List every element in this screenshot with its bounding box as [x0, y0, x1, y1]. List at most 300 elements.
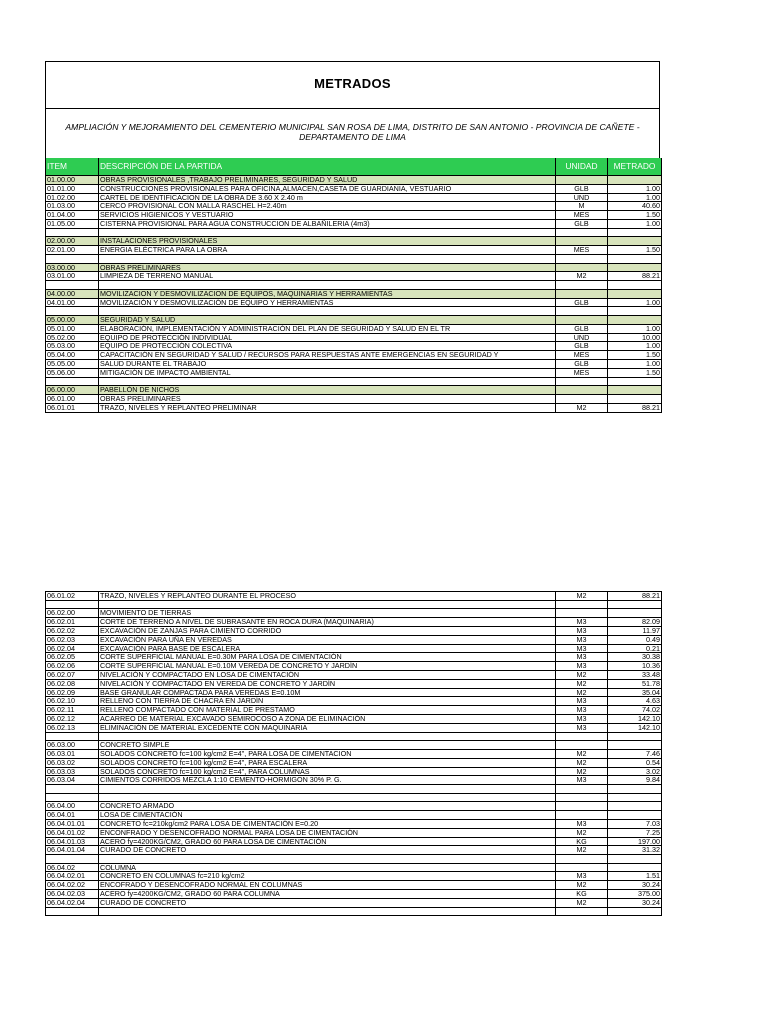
unit-cell: [556, 907, 608, 916]
unit-cell: [556, 315, 608, 324]
quantity-cell: [608, 228, 662, 237]
quantity-cell: 7.03: [608, 819, 662, 828]
unit-cell: [556, 802, 608, 811]
unit-cell: [556, 281, 608, 290]
spacer-row: [46, 600, 662, 609]
unit-cell: [556, 863, 608, 872]
section-row: [46, 176, 662, 185]
quantity-cell: [608, 237, 662, 246]
description-cell: ELIMINACIÓN DE MATERIAL EXCEDENTE CON MAQUINARIA: [99, 723, 556, 732]
item-cell: 03.01.00: [46, 272, 99, 281]
unit-cell: M2: [556, 767, 608, 776]
item-cell: 06.02.09: [46, 688, 99, 697]
item-cell: 06.02.10: [46, 697, 99, 706]
spacer-row: [46, 377, 662, 386]
table-row: [46, 219, 662, 228]
quantity-cell: 197.00: [608, 837, 662, 846]
spacer-row: [46, 732, 662, 741]
title-box: [45, 61, 660, 109]
description-cell: OBRAS PROVISIONALES ,TRABAJO PRELIMINARES, SEGURIDAD Y SALUD: [99, 176, 556, 185]
unit-cell: [556, 785, 608, 794]
table-row: [46, 403, 662, 412]
item-cell: 05.02.00: [46, 333, 99, 342]
description-cell: CURADO DE CONCRETO: [99, 846, 556, 855]
quantity-cell: 1.50: [608, 246, 662, 255]
section-row: [46, 237, 662, 246]
quantity-cell: 9.84: [608, 776, 662, 785]
quantity-cell: 11.97: [608, 626, 662, 635]
description-cell: CISTERNA PROVISIONAL PARA AGUA CONSTRUCCION DE ALBAÑILERIA (4m3): [99, 219, 556, 228]
unit-cell: M2: [556, 881, 608, 890]
item-cell: 06.02.00: [46, 609, 99, 618]
item-cell: 06.04.01.01: [46, 819, 99, 828]
spacer-row: [46, 307, 662, 316]
quantity-cell: [608, 741, 662, 750]
table-row: [46, 837, 662, 846]
item-cell: 02.01.00: [46, 246, 99, 255]
spacer-row: [46, 793, 662, 802]
unit-cell: M3: [556, 662, 608, 671]
table-row: [46, 767, 662, 776]
unit-cell: MES: [556, 368, 608, 377]
quantity-cell: 1.00: [608, 324, 662, 333]
item-cell: 01.02.00: [46, 193, 99, 202]
description-cell: CURADO DE CONCRETO: [99, 898, 556, 907]
quantity-cell: [608, 732, 662, 741]
unit-cell: M2: [556, 272, 608, 281]
quantity-cell: [608, 855, 662, 864]
item-cell: [46, 377, 99, 386]
unit-cell: [556, 741, 608, 750]
unit-cell: MES: [556, 351, 608, 360]
unit-cell: M3: [556, 723, 608, 732]
table-row: [46, 872, 662, 881]
description-cell: SEGURIDAD Y SALUD: [99, 315, 556, 324]
item-cell: 06.04.02.01: [46, 872, 99, 881]
quantity-cell: 35.04: [608, 688, 662, 697]
quantity-cell: 82.09: [608, 618, 662, 627]
description-cell: MOVILIZACION Y DESMOVILIZACION DE EQUIPOS, MAQUINARIAS Y HERRAMIENTAS: [99, 289, 556, 298]
unit-cell: M3: [556, 776, 608, 785]
spacer-row: [46, 855, 662, 864]
description-cell: [99, 732, 556, 741]
item-cell: 06.04.01.02: [46, 828, 99, 837]
table-row: [46, 679, 662, 688]
table-row: [46, 211, 662, 220]
description-cell: [99, 907, 556, 916]
description-cell: PABELLÓN DE NICHOS: [99, 386, 556, 395]
description-cell: [99, 793, 556, 802]
unit-cell: [556, 732, 608, 741]
project-subtitle: AMPLIACIÓN Y MEJORAMIENTO DEL CEMENTERIO MUNICIPAL SAN ROSA DE LIMA, DISTRITO DE SAN ANTONIO - PROVINCIA DE CAÑETE - DEPARTAMENTO DE LIMA: [65, 122, 640, 142]
quantity-cell: 7.46: [608, 749, 662, 758]
description-cell: EQUIPO DE PROTECCIÓN COLECTIVA: [99, 342, 556, 351]
description-cell: ACERO fy=4200KG/CM2, GRADO 60 PARA LOSA DE CIMENTACIÓN: [99, 837, 556, 846]
item-cell: 06.03.00: [46, 741, 99, 750]
description-cell: BASE GRANULAR COMPACTADA PARA VEREDAS E=0.10M: [99, 688, 556, 697]
table-row: [46, 184, 662, 193]
table-row: [46, 359, 662, 368]
item-cell: 06.04.02.04: [46, 898, 99, 907]
table-row: [46, 333, 662, 342]
quantity-cell: 0.21: [608, 644, 662, 653]
description-cell: ELABORACIÓN, IMPLEMENTACIÓN Y ADMINISTRACIÓN DEL PLAN DE SEGURIDAD Y SALUD EN EL TR: [99, 324, 556, 333]
table-row: [46, 776, 662, 785]
description-cell: RELLENO CON TIERRA DE CHACRA EN JARDÍN: [99, 697, 556, 706]
table-row: [46, 741, 662, 750]
quantity-cell: 88.21: [608, 272, 662, 281]
table-row: [46, 635, 662, 644]
unit-cell: [556, 228, 608, 237]
quantity-cell: 74.02: [608, 706, 662, 715]
description-cell: SOLADOS CONCRETO fc=100 kg/cm2 E=4", PARA ESCALERA: [99, 758, 556, 767]
description-cell: CONCRETO EN COLUMNAS fc=210 kg/cm2: [99, 872, 556, 881]
item-cell: 04.01.00: [46, 298, 99, 307]
table-row: [46, 342, 662, 351]
description-cell: ENCOFRADO Y DESENCOFRADO NORMAL EN COLUMNAS: [99, 881, 556, 890]
item-cell: [46, 228, 99, 237]
table-row: [46, 609, 662, 618]
unit-cell: M2: [556, 679, 608, 688]
description-cell: EXCAVACIÓN DE ZANJAS PARA CIMIENTO CORRIDO: [99, 626, 556, 635]
description-cell: SOLADOS CONCRETO fc=100 kg/cm2 E=4", PARA COLUMNAS: [99, 767, 556, 776]
description-cell: NIVELACIÓN Y COMPACTADO EN VEREDA DE CONCRETO Y JARDÍN: [99, 679, 556, 688]
quantity-cell: 1.51: [608, 872, 662, 881]
item-cell: 03.00.00: [46, 263, 99, 272]
unit-cell: [556, 793, 608, 802]
table-row: [46, 202, 662, 211]
quantity-cell: 0.54: [608, 758, 662, 767]
quantity-cell: 1.50: [608, 211, 662, 220]
table-row: [46, 898, 662, 907]
item-cell: 06.02.13: [46, 723, 99, 732]
item-cell: 06.04.01.03: [46, 837, 99, 846]
table-row: [46, 193, 662, 202]
unit-cell: M2: [556, 758, 608, 767]
unit-cell: M3: [556, 872, 608, 881]
item-cell: 06.03.03: [46, 767, 99, 776]
item-cell: 05.06.00: [46, 368, 99, 377]
metrados-table-2: [45, 591, 662, 916]
unit-cell: [556, 289, 608, 298]
table-row: [46, 592, 662, 601]
unit-cell: UND: [556, 193, 608, 202]
spacer-row: [46, 228, 662, 237]
table-row: [46, 670, 662, 679]
unit-cell: [556, 176, 608, 185]
table-row: [46, 890, 662, 899]
unit-cell: M3: [556, 653, 608, 662]
item-cell: [46, 785, 99, 794]
header-quantity: METRADO: [608, 158, 662, 176]
quantity-cell: [608, 263, 662, 272]
unit-cell: KG: [556, 890, 608, 899]
item-cell: [46, 907, 99, 916]
section-row: [46, 315, 662, 324]
description-cell: INSTALACIONES PROVISIONALES: [99, 237, 556, 246]
item-cell: 06.04.02.03: [46, 890, 99, 899]
unit-cell: M3: [556, 644, 608, 653]
quantity-cell: 30.24: [608, 898, 662, 907]
quantity-cell: [608, 863, 662, 872]
quantity-cell: [608, 907, 662, 916]
quantity-cell: [608, 609, 662, 618]
item-cell: 04.00.00: [46, 289, 99, 298]
description-cell: SERVICIOS HIGIENICOS Y VESTUARIO: [99, 211, 556, 220]
table-row: [46, 749, 662, 758]
item-cell: 06.02.12: [46, 714, 99, 723]
quantity-cell: [608, 386, 662, 395]
item-cell: 06.02.08: [46, 679, 99, 688]
quantity-cell: [608, 281, 662, 290]
item-cell: 06.02.04: [46, 644, 99, 653]
description-cell: [99, 855, 556, 864]
item-cell: 06.04.01.04: [46, 846, 99, 855]
item-cell: 06.04.00: [46, 802, 99, 811]
description-cell: CARTEL DE IDENTIFICACION DE LA OBRA DE 3.60 X 2.40 m: [99, 193, 556, 202]
table-row: [46, 881, 662, 890]
table-row: [46, 298, 662, 307]
spacer-row: [46, 785, 662, 794]
quantity-cell: 31.32: [608, 846, 662, 855]
table-row: [46, 644, 662, 653]
table-row: [46, 688, 662, 697]
quantity-cell: [608, 377, 662, 386]
quantity-cell: 1.00: [608, 193, 662, 202]
item-cell: 02.00.00: [46, 237, 99, 246]
description-cell: COLUMNA: [99, 863, 556, 872]
unit-cell: M2: [556, 688, 608, 697]
unit-cell: M3: [556, 819, 608, 828]
unit-cell: MES: [556, 211, 608, 220]
item-cell: [46, 855, 99, 864]
description-cell: [99, 600, 556, 609]
description-cell: CIMIENTOS CORRIDOS MEZCLA 1:10 CEMENTO-HORMIGON 30% P. G.: [99, 776, 556, 785]
unit-cell: [556, 855, 608, 864]
quantity-cell: 88.21: [608, 403, 662, 412]
unit-cell: [556, 307, 608, 316]
unit-cell: [556, 263, 608, 272]
header-unit: UNIDAD: [556, 158, 608, 176]
item-cell: [46, 307, 99, 316]
table-row: [46, 368, 662, 377]
unit-cell: [556, 609, 608, 618]
description-cell: ACARREO DE MATERIAL EXCAVADO SEMIROCOSO A ZONA DE ELIMINACIÓN: [99, 714, 556, 723]
unit-cell: M2: [556, 898, 608, 907]
quantity-cell: 33.48: [608, 670, 662, 679]
unit-cell: M2: [556, 749, 608, 758]
quantity-cell: 10.36: [608, 662, 662, 671]
unit-cell: M2: [556, 846, 608, 855]
item-cell: [46, 732, 99, 741]
description-cell: LOSA DE CIMENTACIÓN: [99, 811, 556, 820]
item-cell: 01.04.00: [46, 211, 99, 220]
unit-cell: [556, 811, 608, 820]
unit-cell: GLB: [556, 298, 608, 307]
unit-cell: M2: [556, 592, 608, 601]
unit-cell: GLB: [556, 342, 608, 351]
table-row: [46, 846, 662, 855]
quantity-cell: 7.25: [608, 828, 662, 837]
unit-cell: [556, 600, 608, 609]
description-cell: CORTE DE TERRENO A NIVEL DE SUBRASANTE EN ROCA DURA (MAQUINARIA): [99, 618, 556, 627]
table-2-body: [46, 592, 662, 916]
description-cell: ENCONFRADO Y DESENCOFRADO NORMAL PARA LOSA DE CIMENTACIÓN: [99, 828, 556, 837]
description-cell: ENERGIA ELÉCTRICA PARA LA OBRA: [99, 246, 556, 255]
description-cell: CONCRETO SIMPLE: [99, 741, 556, 750]
description-cell: CORTE SUPERFICIAL MANUAL E=0.30M PARA LOSA DE CIMENTACIÓN: [99, 653, 556, 662]
description-cell: [99, 228, 556, 237]
quantity-cell: [608, 394, 662, 403]
item-cell: 05.01.00: [46, 324, 99, 333]
description-cell: MITIGACIÓN DE IMPACTO AMBIENTAL: [99, 368, 556, 377]
unit-cell: M3: [556, 635, 608, 644]
description-cell: [99, 281, 556, 290]
table-row: [46, 662, 662, 671]
table-header-row: [46, 158, 662, 176]
quantity-cell: 30.24: [608, 881, 662, 890]
description-cell: OBRAS PRELIMINARES: [99, 263, 556, 272]
unit-cell: [556, 254, 608, 263]
quantity-cell: [608, 254, 662, 263]
quantity-cell: 3.02: [608, 767, 662, 776]
table-row: [46, 723, 662, 732]
description-cell: CONCRETO ARMADO: [99, 802, 556, 811]
description-cell: CAPACITACIÓN EN SEGURIDAD Y SALUD / RECURSOS PARA RESPUESTAS ANTE EMERGENCIAS EN SEGURIDAD Y: [99, 351, 556, 360]
unit-cell: [556, 394, 608, 403]
table-row: [46, 626, 662, 635]
quantity-cell: 1.00: [608, 359, 662, 368]
quantity-cell: [608, 176, 662, 185]
quantity-cell: 30.38: [608, 653, 662, 662]
table-row: [46, 802, 662, 811]
quantity-cell: 1.50: [608, 368, 662, 377]
unit-cell: M3: [556, 618, 608, 627]
table-row: [46, 714, 662, 723]
quantity-cell: 1.00: [608, 184, 662, 193]
item-cell: 06.02.01: [46, 618, 99, 627]
item-cell: 06.02.02: [46, 626, 99, 635]
item-cell: 05.04.00: [46, 351, 99, 360]
description-cell: LIMPIEZA DE TERRENO MANUAL: [99, 272, 556, 281]
item-cell: 06.03.01: [46, 749, 99, 758]
spacer-row: [46, 254, 662, 263]
item-cell: 05.05.00: [46, 359, 99, 368]
description-cell: TRAZO, NIVELES Y REPLANTEO DURANTE EL PROCESO: [99, 592, 556, 601]
description-cell: CONCRETO fc=210kg/cm2 PARA LOSA DE CIMENTACIÓN E=0.20: [99, 819, 556, 828]
section-row: [46, 386, 662, 395]
unit-cell: [556, 237, 608, 246]
quantity-cell: 10.00: [608, 333, 662, 342]
unit-cell: [556, 377, 608, 386]
quantity-cell: [608, 289, 662, 298]
quantity-cell: 142.10: [608, 723, 662, 732]
table-row: [46, 351, 662, 360]
quantity-cell: [608, 785, 662, 794]
item-cell: [46, 600, 99, 609]
item-cell: 06.03.02: [46, 758, 99, 767]
description-cell: SALUD DURANTE EL TRABAJO: [99, 359, 556, 368]
description-cell: [99, 307, 556, 316]
description-cell: EQUIPO DE PROTECCIÓN INDIVIDUAL: [99, 333, 556, 342]
quantity-cell: 1.00: [608, 298, 662, 307]
item-cell: 06.04.02.02: [46, 881, 99, 890]
unit-cell: M3: [556, 714, 608, 723]
table-row: [46, 272, 662, 281]
description-cell: OBRAS PRELIMINARES: [99, 394, 556, 403]
table-row: [46, 394, 662, 403]
quantity-cell: [608, 793, 662, 802]
quantity-cell: [608, 811, 662, 820]
unit-cell: KG: [556, 837, 608, 846]
spacer-row: [46, 907, 662, 916]
table-row: [46, 863, 662, 872]
item-cell: 01.00.00: [46, 176, 99, 185]
item-cell: 05.03.00: [46, 342, 99, 351]
table-row: [46, 828, 662, 837]
description-cell: CERCO PROVISIONAL CON MALLA RASCHEL H=2.40m: [99, 202, 556, 211]
item-cell: [46, 254, 99, 263]
header-item: ITEM: [46, 158, 99, 176]
unit-cell: MES: [556, 246, 608, 255]
unit-cell: M2: [556, 403, 608, 412]
description-cell: SOLADOS CONCRETO fc=100 kg/cm2 E=4", PARA LOSA DE CIMENTACION: [99, 749, 556, 758]
item-cell: 06.01.01: [46, 403, 99, 412]
quantity-cell: 1.00: [608, 219, 662, 228]
description-cell: [99, 377, 556, 386]
item-cell: 06.00.00: [46, 386, 99, 395]
item-cell: 06.04.02: [46, 863, 99, 872]
item-cell: 06.02.11: [46, 706, 99, 715]
quantity-cell: [608, 307, 662, 316]
page-title: METRADOS: [314, 76, 391, 91]
item-cell: [46, 281, 99, 290]
quantity-cell: 4.63: [608, 697, 662, 706]
unit-cell: M3: [556, 626, 608, 635]
unit-cell: M: [556, 202, 608, 211]
description-cell: NIVELACIÓN Y COMPACTADO EN LOSA DE CIMENTACIÓN: [99, 670, 556, 679]
table-1-body: [46, 176, 662, 413]
spacer-row: [46, 281, 662, 290]
item-cell: [46, 793, 99, 802]
unit-cell: M3: [556, 697, 608, 706]
description-cell: MOVIMIENTO DE TIERRAS: [99, 609, 556, 618]
subtitle-box: [45, 108, 660, 158]
description-cell: TRAZO, NIVELES Y REPLANTEO PRELIMINAR: [99, 403, 556, 412]
unit-cell: UND: [556, 333, 608, 342]
item-cell: 06.02.03: [46, 635, 99, 644]
header-description: DESCRIPCIÓN DE LA PARTIDA: [99, 158, 556, 176]
table-row: [46, 324, 662, 333]
item-cell: 01.03.00: [46, 202, 99, 211]
item-cell: 06.02.07: [46, 670, 99, 679]
description-cell: MOVILIZACIÓN Y DESMOVILIZACIÓN DE EQUIPO Y HERRAMIENTAS: [99, 298, 556, 307]
unit-cell: GLB: [556, 359, 608, 368]
table-row: [46, 706, 662, 715]
unit-cell: GLB: [556, 184, 608, 193]
table-row: [46, 758, 662, 767]
table-row: [46, 618, 662, 627]
section-row: [46, 289, 662, 298]
item-cell: 06.01.00: [46, 394, 99, 403]
quantity-cell: [608, 802, 662, 811]
description-cell: ACERO fy=4200KG/CM2, GRADO 60 PARA COLUMNA: [99, 890, 556, 899]
table-row: [46, 819, 662, 828]
description-cell: RELLENO COMPACTADO CON MATERIAL DE PRESTAMO: [99, 706, 556, 715]
table-row: [46, 697, 662, 706]
item-cell: 06.04.01: [46, 811, 99, 820]
description-cell: CONSTRUCCIONES PROVISIONALES PARA OFICINA,ALMACEN,CASETA DE GUARDIANIA, VESTUARIO: [99, 184, 556, 193]
